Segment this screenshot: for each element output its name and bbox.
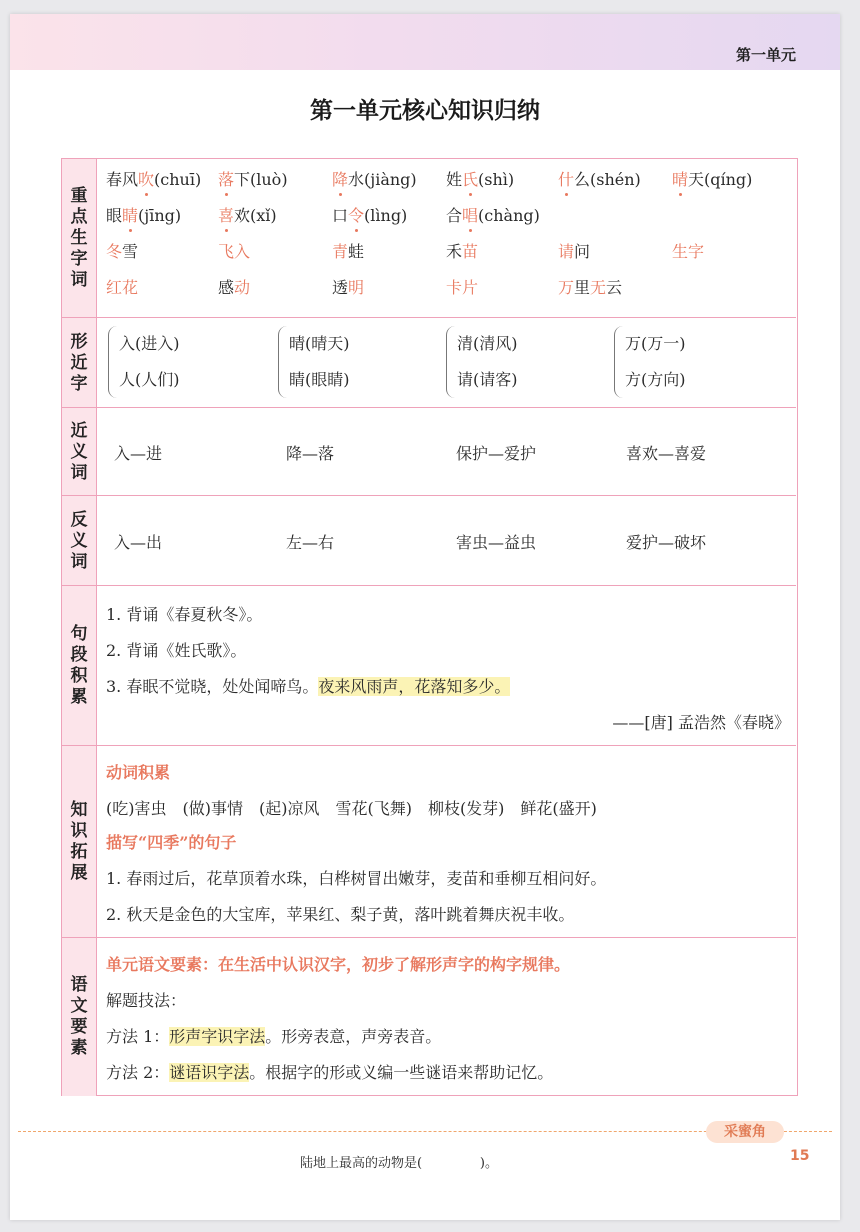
- synonym-content: [96, 408, 796, 496]
- vocab-word: 喜欢(xǐ): [218, 206, 277, 225]
- elements-heading: 单元语文要素：在生活中认识汉字，初步了解形声字的构字规律。: [106, 955, 571, 974]
- vocab-label: 重 点 生 字 词: [62, 159, 97, 317]
- vocab-section: [62, 159, 796, 317]
- similar-pair: 清(清风) 请(请客): [446, 326, 518, 398]
- page-title: 第一单元核心知识归纳: [310, 98, 540, 124]
- antonym-item: 害虫—益虫: [456, 533, 537, 552]
- antonym-item: 爱护—破坏: [626, 533, 707, 552]
- expansion-section: [62, 745, 796, 938]
- vocab-word: 青蛙: [332, 242, 365, 261]
- accumulation-content: [96, 586, 796, 746]
- method-line: 方法 2：谜语识字法。根据字的形或义编一些谜语来帮助记忆。: [106, 1063, 554, 1082]
- vocab-word: 什么(shén): [558, 170, 641, 189]
- vocab-content: [96, 159, 796, 317]
- synonym-item: 保护—爱护: [456, 444, 537, 463]
- elements-content: [96, 938, 796, 1096]
- vocab-word: 感动: [218, 278, 251, 297]
- synonym-item: 入—进: [114, 444, 163, 463]
- header-band: [10, 14, 840, 70]
- vocab-word: 眼睛(jīng): [106, 206, 182, 225]
- page-number: 15: [790, 1148, 810, 1164]
- vocab-word: 落下(luò): [218, 170, 288, 189]
- season-sentence: 1. 春雨过后，花草顶着水珠，白桦树冒出嫩芽，麦苗和垂柳互相问好。: [106, 869, 607, 888]
- vocab-word: 生字: [672, 242, 705, 261]
- verb-heading: 动词积累: [106, 763, 171, 782]
- similar-label: 形 近 字: [62, 318, 97, 408]
- antonym-content: [96, 496, 796, 586]
- vocab-word: 冬雪: [106, 242, 139, 261]
- similar-pair: 万(万一) 方(方向): [614, 326, 686, 398]
- elements-label: 语 文 要 素: [62, 938, 97, 1096]
- accum-line: 3. 春眠不觉晓，处处闻啼鸟。夜来风雨声，花落知多少。: [106, 677, 511, 696]
- synonym-item: 喜欢—喜爱: [626, 444, 707, 463]
- antonym-section: [62, 495, 796, 586]
- similar-pair: 入(进入) 人(人们): [108, 326, 180, 398]
- elements-section: [62, 937, 796, 1096]
- vocab-word: 卡片: [446, 278, 479, 297]
- accum-line: 1. 背诵《春夏秋冬》。: [106, 605, 263, 624]
- season-heading: 描写“四季”的句子: [106, 833, 237, 852]
- antonym-item: 入—出: [114, 533, 163, 552]
- vocab-word: 姓氏(shì): [446, 170, 515, 189]
- vocab-word: 万里无云: [558, 278, 623, 297]
- antonym-label: 反 义 词: [62, 496, 97, 586]
- vocab-word: 口令(lìng): [332, 206, 408, 225]
- poem-highlight: 夜来风雨声，花落知多少。: [318, 677, 511, 696]
- vocab-word: 飞入: [218, 242, 251, 261]
- poem-source: ——[唐] 孟浩然《春晓》: [612, 713, 790, 732]
- accum-line: 2. 背诵《姓氏歌》。: [106, 641, 247, 660]
- synonym-label: 近 义 词: [62, 408, 97, 496]
- expansion-content: [96, 746, 796, 938]
- page: [10, 14, 840, 1220]
- verb-list: (吃)害虫 (做)事情 (起)凉风 雪花(飞舞) 柳枝(发芽) 鲜花(盛开): [106, 799, 597, 818]
- vocab-word: 请问: [558, 242, 591, 261]
- unit-label: 第一单元: [735, 46, 796, 64]
- synonym-section: [62, 407, 796, 496]
- accumulation-label: 句 段 积 累: [62, 586, 97, 746]
- expansion-label: 知 识 拓 展: [62, 746, 97, 938]
- vocab-word: 春风吹(chuī): [106, 170, 202, 189]
- accumulation-section: [62, 585, 796, 746]
- knowledge-table: [61, 158, 798, 1096]
- footer-question: 陆地上最高的动物是( )。: [300, 1156, 498, 1171]
- footer-badge: 采蜜角: [706, 1121, 784, 1143]
- vocab-word: 合唱(chàng): [446, 206, 540, 225]
- antonym-item: 左—右: [286, 533, 335, 552]
- synonym-item: 降—落: [286, 444, 335, 463]
- vocab-word: 禾苗: [446, 242, 479, 261]
- season-sentence: 2. 秋天是金色的大宝库，苹果红、梨子黄，落叶跳着舞庆祝丰收。: [106, 905, 575, 924]
- vocab-word: 透明: [332, 278, 365, 297]
- vocab-word: 降水(jiàng): [332, 170, 417, 189]
- similar-pair: 晴(晴天) 睛(眼睛): [278, 326, 350, 398]
- similar-content: [96, 318, 796, 408]
- vocab-word: 红花: [106, 278, 139, 297]
- method-line: 方法 1：形声字识字法。形旁表意，声旁表音。: [106, 1027, 442, 1046]
- vocab-word: 晴天(qíng): [672, 170, 753, 189]
- tips-label: 解题技法：: [106, 991, 187, 1010]
- similar-section: [62, 317, 796, 408]
